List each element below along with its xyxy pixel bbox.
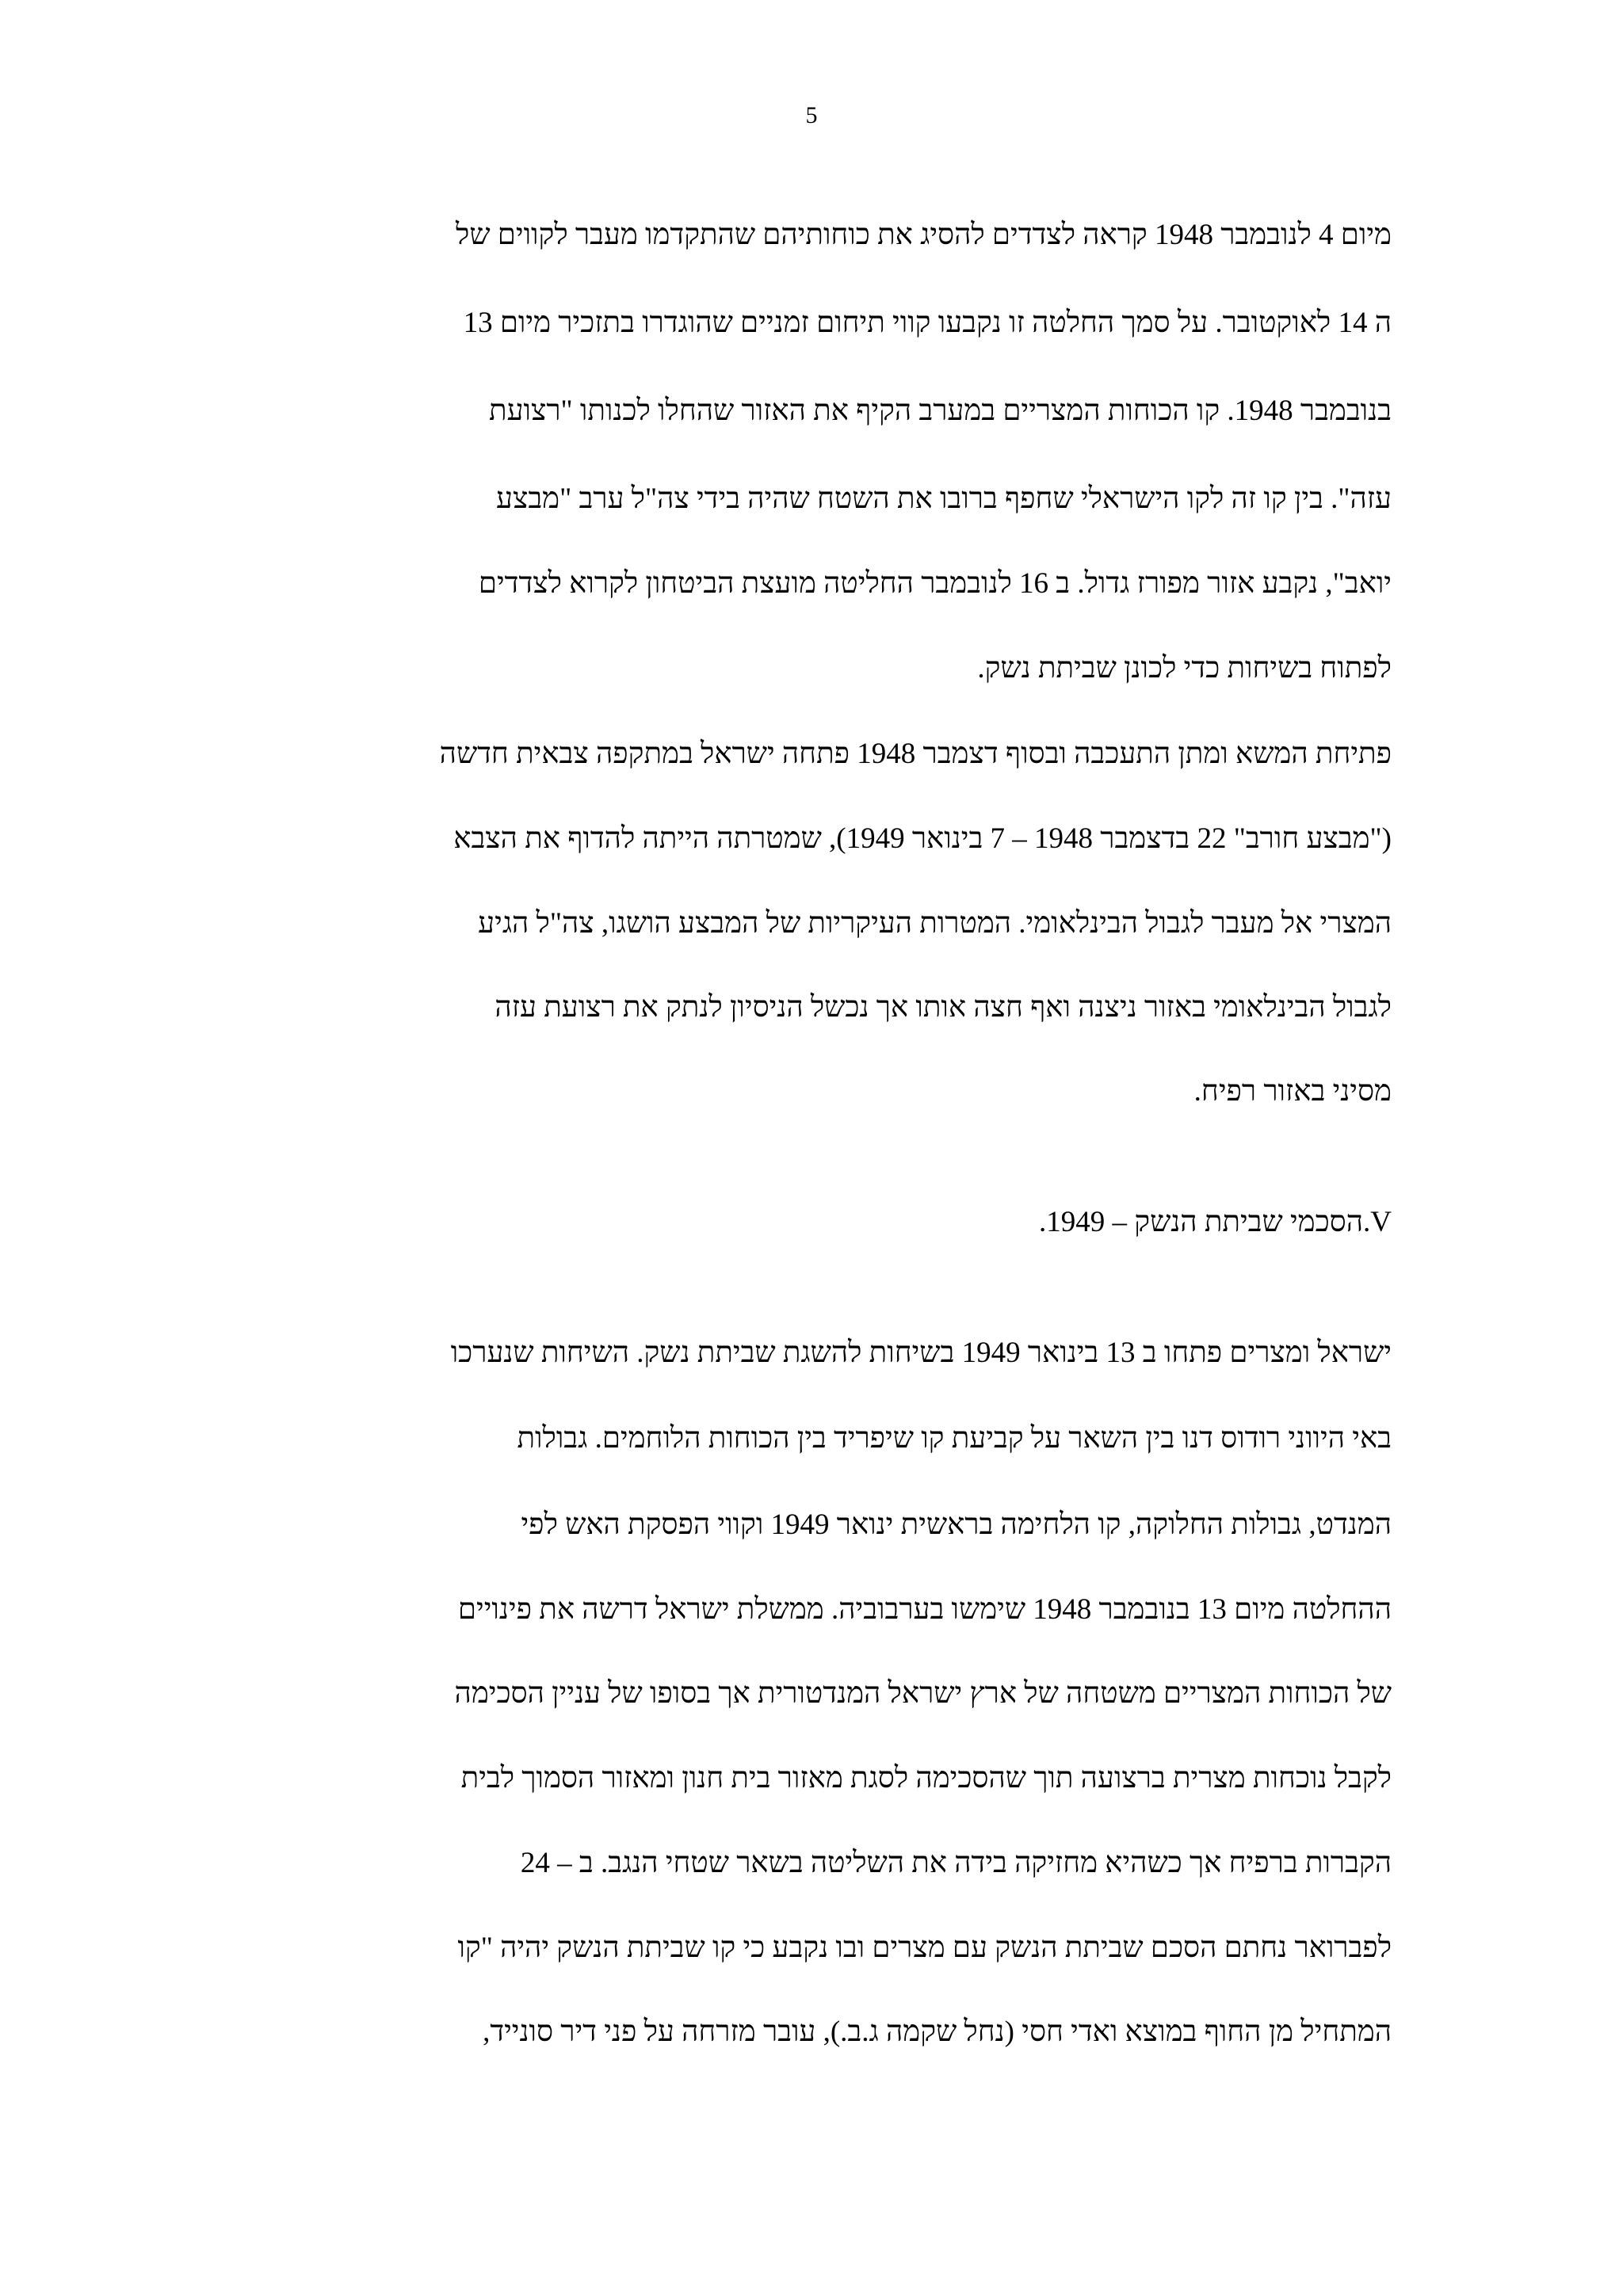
- paragraph-line: עזה". בין קו זה לקו הישראלי שחפף ברובו את השטח שהיה בידי צה"ל ערב "מבצע: [496, 482, 1392, 515]
- paragraph-line: ה 14 לאוקטובר. על סמך החלטה זו נקבעו קווי תיחום זמניים שהוגדרו בתזכיר מיום 13: [463, 307, 1392, 339]
- paragraph-line: באי היווני רודוס דנו בין השאר על קביעת קו שיפריד בין הכוחות הלוחמים. גבולות: [517, 1422, 1392, 1455]
- paragraph-line: ההחלטה מיום 13 בנובמבר 1948 שימשו בערבוביה. ממשלת ישראל דרשה את פינויים: [457, 1593, 1392, 1626]
- paragraph-line: לפתוח בשיחות כדי לכונן שביתת נשק.: [977, 652, 1392, 685]
- paragraph-line: לקבל נוכחות מצרית ברצועה תוך שהסכימה לסגת מאזור בית חנון ומאזור הסמוך לבית: [460, 1762, 1392, 1794]
- page-number: 5: [805, 102, 818, 128]
- paragraph-line: לגבול הבינלאומי באזור ניצנה ואף חצה אותו אך נכשל הניסיון לנתק את רצועת עזה: [495, 991, 1392, 1024]
- paragraph-line: של הכוחות המצריים משטחה של ארץ ישראל המנדטורית אך בסופו של עניין הסכימה: [454, 1677, 1392, 1710]
- paragraph-line: מיום 4 לנובמבר 1948 קראה לצדדים להסיג את כוחותיהם שהתקדמו מעבר לקווים של: [456, 219, 1392, 251]
- paragraph-line: ישראל ומצרים פתחו ב 13 בינואר 1949 בשיחות להשגת שביתת נשק. השיחות שנערכו: [450, 1337, 1392, 1369]
- paragraph-line: המצרי אל מעבר לגבול הבינלאומי. המטרות העיקריות של המבצע הושגו, צה"ל הגיע: [478, 907, 1392, 940]
- paragraph-line: המנדט, גבולות החלוקה, קו הלחימה בראשית ינואר 1949 וקווי הפסקת האש לפי: [521, 1508, 1392, 1541]
- paragraph-line: לפברואר נחתם הסכם שביתת הנשק עם מצרים ובו נקבע כי קו שביתת הנשק יהיה "קו: [457, 1932, 1392, 1964]
- paragraph-line: ("מבצע חורב" 22 בדצמבר 1948 – 7 בינואר 1949), שמטרתה הייתה להדוף את הצבא: [453, 822, 1392, 855]
- paragraph-line: בנובמבר 1948. קו הכוחות המצריים במערב הקיף את האזור שהחלו לכנותו "רצועת: [489, 395, 1392, 427]
- paragraph-line: המתחיל מן החוף במוצא ואדי חסי (נחל שקמה ג.ב.), עובר מזרחה על פני דיר סונייד,: [483, 2016, 1392, 2048]
- paragraph-line: פתיחת המשא ומתן התעכבה ובסוף דצמבר 1948 פתחה ישראל במתקפה צבאית חדשה: [439, 738, 1392, 770]
- paragraph-line: מסיני באזור רפיח.: [1193, 1075, 1392, 1108]
- paragraph-line: הקברות ברפיח אך כשהיא מחזיקה בידה את השליטה בשאר שטחי הנגב. ב – 24: [520, 1847, 1392, 1879]
- section-heading: V.הסכמי שביתת הנשק – 1949.: [1039, 1206, 1392, 1238]
- paragraph-line: יואב", נקבע אזור מפורז גדול. ב 16 לנובמבר החליטה מועצת הביטחון לקרוא לצדדים: [478, 567, 1392, 600]
